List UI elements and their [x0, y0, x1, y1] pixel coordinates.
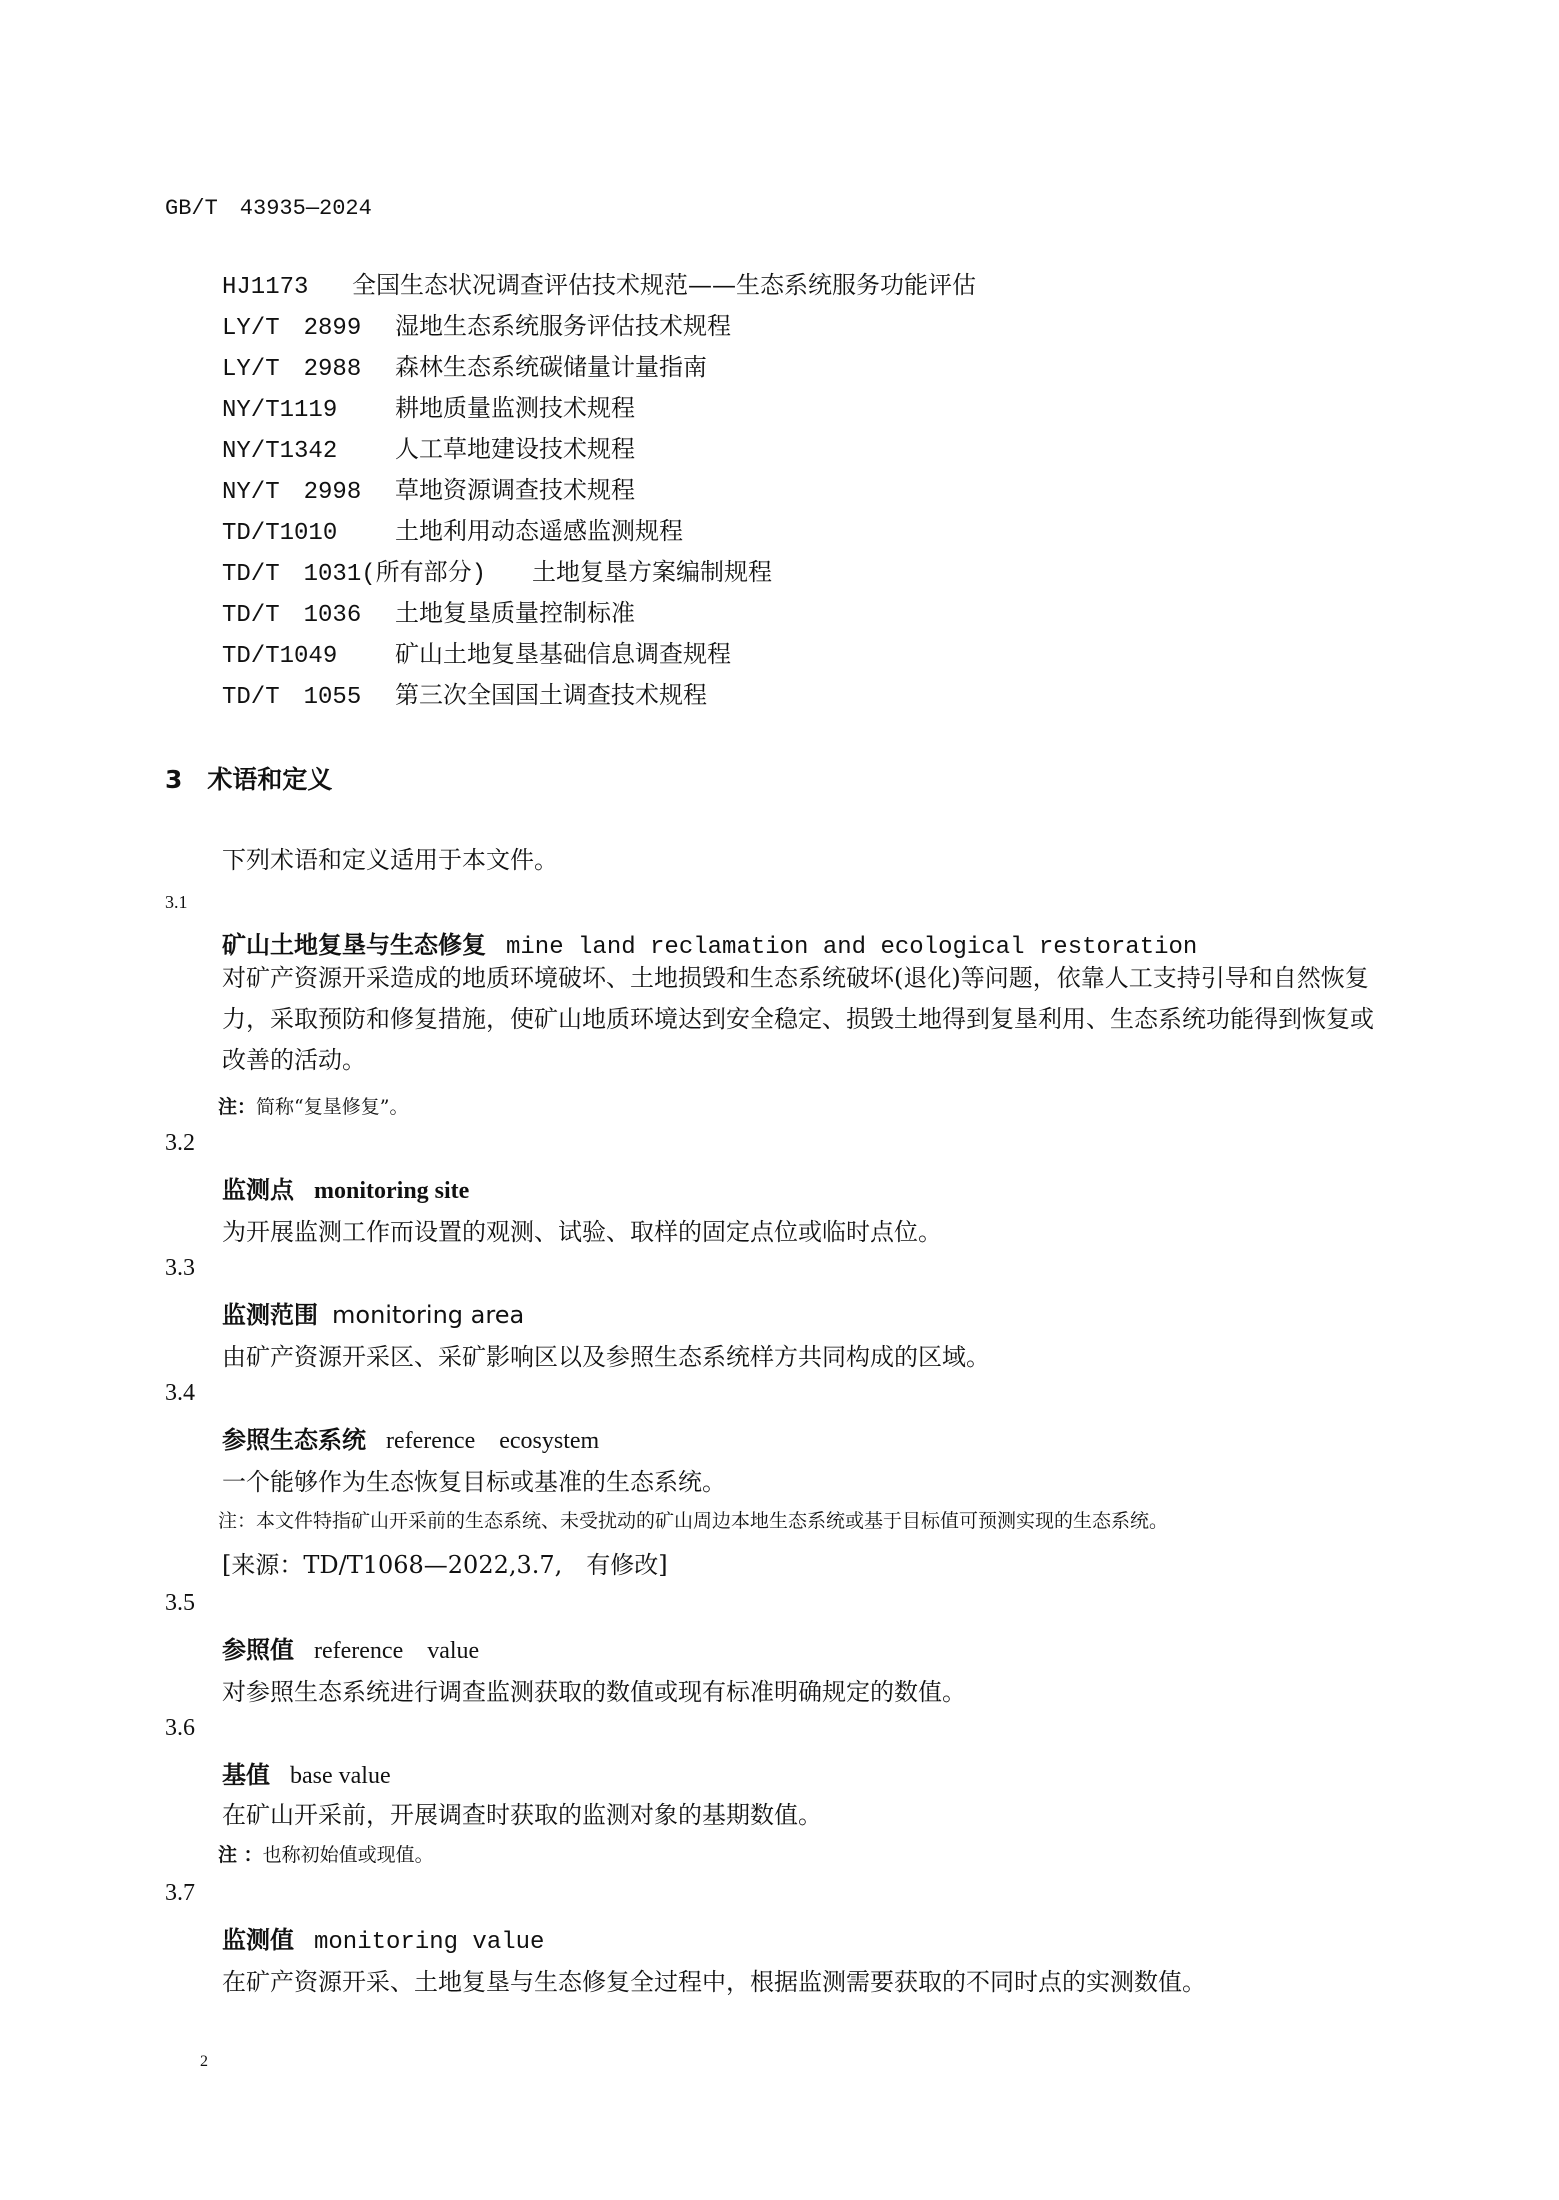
- reference-title: 草地资源调查技术规程: [395, 476, 635, 504]
- reference-code: TD/T 1036: [222, 602, 362, 629]
- reference-item: [222, 552, 772, 588]
- term-definition: [222, 958, 1382, 1081]
- term-en: reference ecosystem: [386, 1428, 600, 1454]
- reference-code: TD/T1049: [222, 643, 338, 670]
- note-text: 简称“复垦修复”。: [256, 1096, 409, 1118]
- reference-item: [222, 265, 976, 301]
- reference-code: TD/T 1055: [222, 684, 362, 711]
- reference-code: LY/T 2899: [222, 315, 362, 342]
- term-zh: 矿山土地复垦与生态修复: [222, 931, 486, 959]
- reference-title: 人工草地建设技术规程: [395, 435, 635, 463]
- reference-title: 耕地质量监测技术规程: [395, 394, 635, 422]
- term-note: [218, 1840, 434, 1867]
- term-en: monitoring site: [314, 1178, 470, 1204]
- term-number: 3.1: [165, 892, 188, 912]
- reference-title: 矿山土地复垦基础信息调查规程: [395, 640, 731, 668]
- reference-code: NY/T1119: [222, 397, 338, 424]
- note-label: 注：: [218, 1510, 257, 1532]
- reference-code: LY/T 2988: [222, 356, 362, 383]
- term-definition: 在矿产资源开采、土地复垦与生态修复全过程中，根据监测需要获取的不同时点的实测数值。: [222, 1968, 1206, 1996]
- reference-item: [222, 388, 635, 424]
- reference-item: [222, 470, 635, 506]
- term-title: [222, 1420, 599, 1455]
- reference-item: [222, 429, 635, 465]
- reference-item: [222, 634, 731, 670]
- term-note: [218, 1092, 408, 1119]
- section-intro: 下列术语和定义适用于本文件。: [222, 846, 558, 874]
- reference-item: [222, 593, 635, 629]
- term-definition: 为开展监测工作而设置的观测、试验、取样的固定点位或临时点位。: [222, 1218, 942, 1246]
- term-en: monitoring value: [314, 1929, 545, 1956]
- reference-code: TD/T1010: [222, 520, 338, 547]
- term-zh: 监测范围: [222, 1301, 318, 1329]
- note-label: 注 ：: [218, 1844, 263, 1866]
- note-text: 也称初始值或现值。: [262, 1844, 434, 1866]
- reference-code: HJ1173: [222, 274, 309, 301]
- term-zh: 监测值: [222, 1926, 294, 1954]
- reference-title: 土地复垦质量控制标准: [395, 599, 635, 627]
- term-title: [222, 1755, 391, 1790]
- term-title: [222, 1920, 544, 1956]
- term-number: 3.3: [165, 1255, 195, 1281]
- section-heading: 3 术语和定义: [165, 765, 333, 794]
- term-definition: 由矿产资源开采区、采矿影响区以及参照生态系统样方共同构成的区域。: [222, 1343, 990, 1371]
- term-title: [222, 925, 1197, 961]
- reference-title: 森林生态系统碳储量计量指南: [395, 353, 707, 381]
- reference-item: [222, 306, 731, 342]
- reference-title: 湿地生态系统服务评估技术规程: [395, 312, 731, 340]
- term-en: mine land reclamation and ecological restoration: [506, 934, 1198, 961]
- reference-code: NY/T 2998: [222, 479, 362, 506]
- term-title: [222, 1170, 469, 1205]
- term-note: [218, 1506, 1168, 1533]
- term-number: 3.5: [165, 1590, 195, 1616]
- term-number: 3.6: [165, 1715, 195, 1741]
- reference-item: [222, 675, 707, 711]
- term-en: base value: [290, 1763, 391, 1789]
- term-number: 3.2: [165, 1130, 195, 1156]
- reference-title: 土地利用动态遥感监测规程: [395, 517, 683, 545]
- note-text: 本文件特指矿山开采前的生态系统、未受扰动的矿山周边本地生态系统或基于目标值可预测实现的生态系统。: [256, 1510, 1169, 1532]
- term-number: 3.7: [165, 1880, 195, 1906]
- term-definition: 在矿山开采前，开展调查时获取的监测对象的基期数值。: [222, 1801, 822, 1829]
- term-definition-text: 对矿产资源开采造成的地质环境破坏、土地损毁和生态系统破坏(退化)等问题，依靠人工支持引导和自然恢复力，采取预防和修复措施，使矿山地质环境达到安全稳定、损毁土地得到复垦利用、生态系统功能得到恢复或改善的活动。: [222, 964, 1374, 1074]
- term-source: [来源：TD/T1068—2022,3.7, 有修改]: [222, 1551, 668, 1579]
- term-title: [222, 1295, 524, 1330]
- reference-code: NY/T1342: [222, 438, 338, 465]
- reference-title: 全国生态状况调查评估技术规范——生态系统服务功能评估: [352, 271, 976, 299]
- term-definition: 一个能够作为生态恢复目标或基准的生态系统。: [222, 1468, 726, 1496]
- term-title: [222, 1630, 479, 1665]
- page-number: 2: [200, 2053, 208, 2070]
- term-number: 3.4: [165, 1380, 195, 1406]
- term-zh: 监测点: [222, 1176, 294, 1204]
- reference-title: 第三次全国国土调查技术规程: [395, 681, 707, 709]
- note-label: 注：: [218, 1096, 257, 1118]
- reference-item: [222, 511, 683, 547]
- standard-code-header: GB/T 43935—2024: [165, 196, 372, 221]
- term-zh: 参照值: [222, 1636, 294, 1664]
- term-zh: 基值: [222, 1761, 270, 1789]
- term-en: monitoring area: [332, 1301, 525, 1329]
- reference-title: 土地复垦方案编制规程: [532, 558, 772, 586]
- term-en: reference value: [314, 1638, 480, 1664]
- reference-code: TD/T 1031(所有部分): [222, 561, 487, 588]
- term-definition: 对参照生态系统进行调查监测获取的数值或现有标准明确规定的数值。: [222, 1678, 966, 1706]
- reference-item: [222, 347, 707, 383]
- term-zh: 参照生态系统: [222, 1426, 366, 1454]
